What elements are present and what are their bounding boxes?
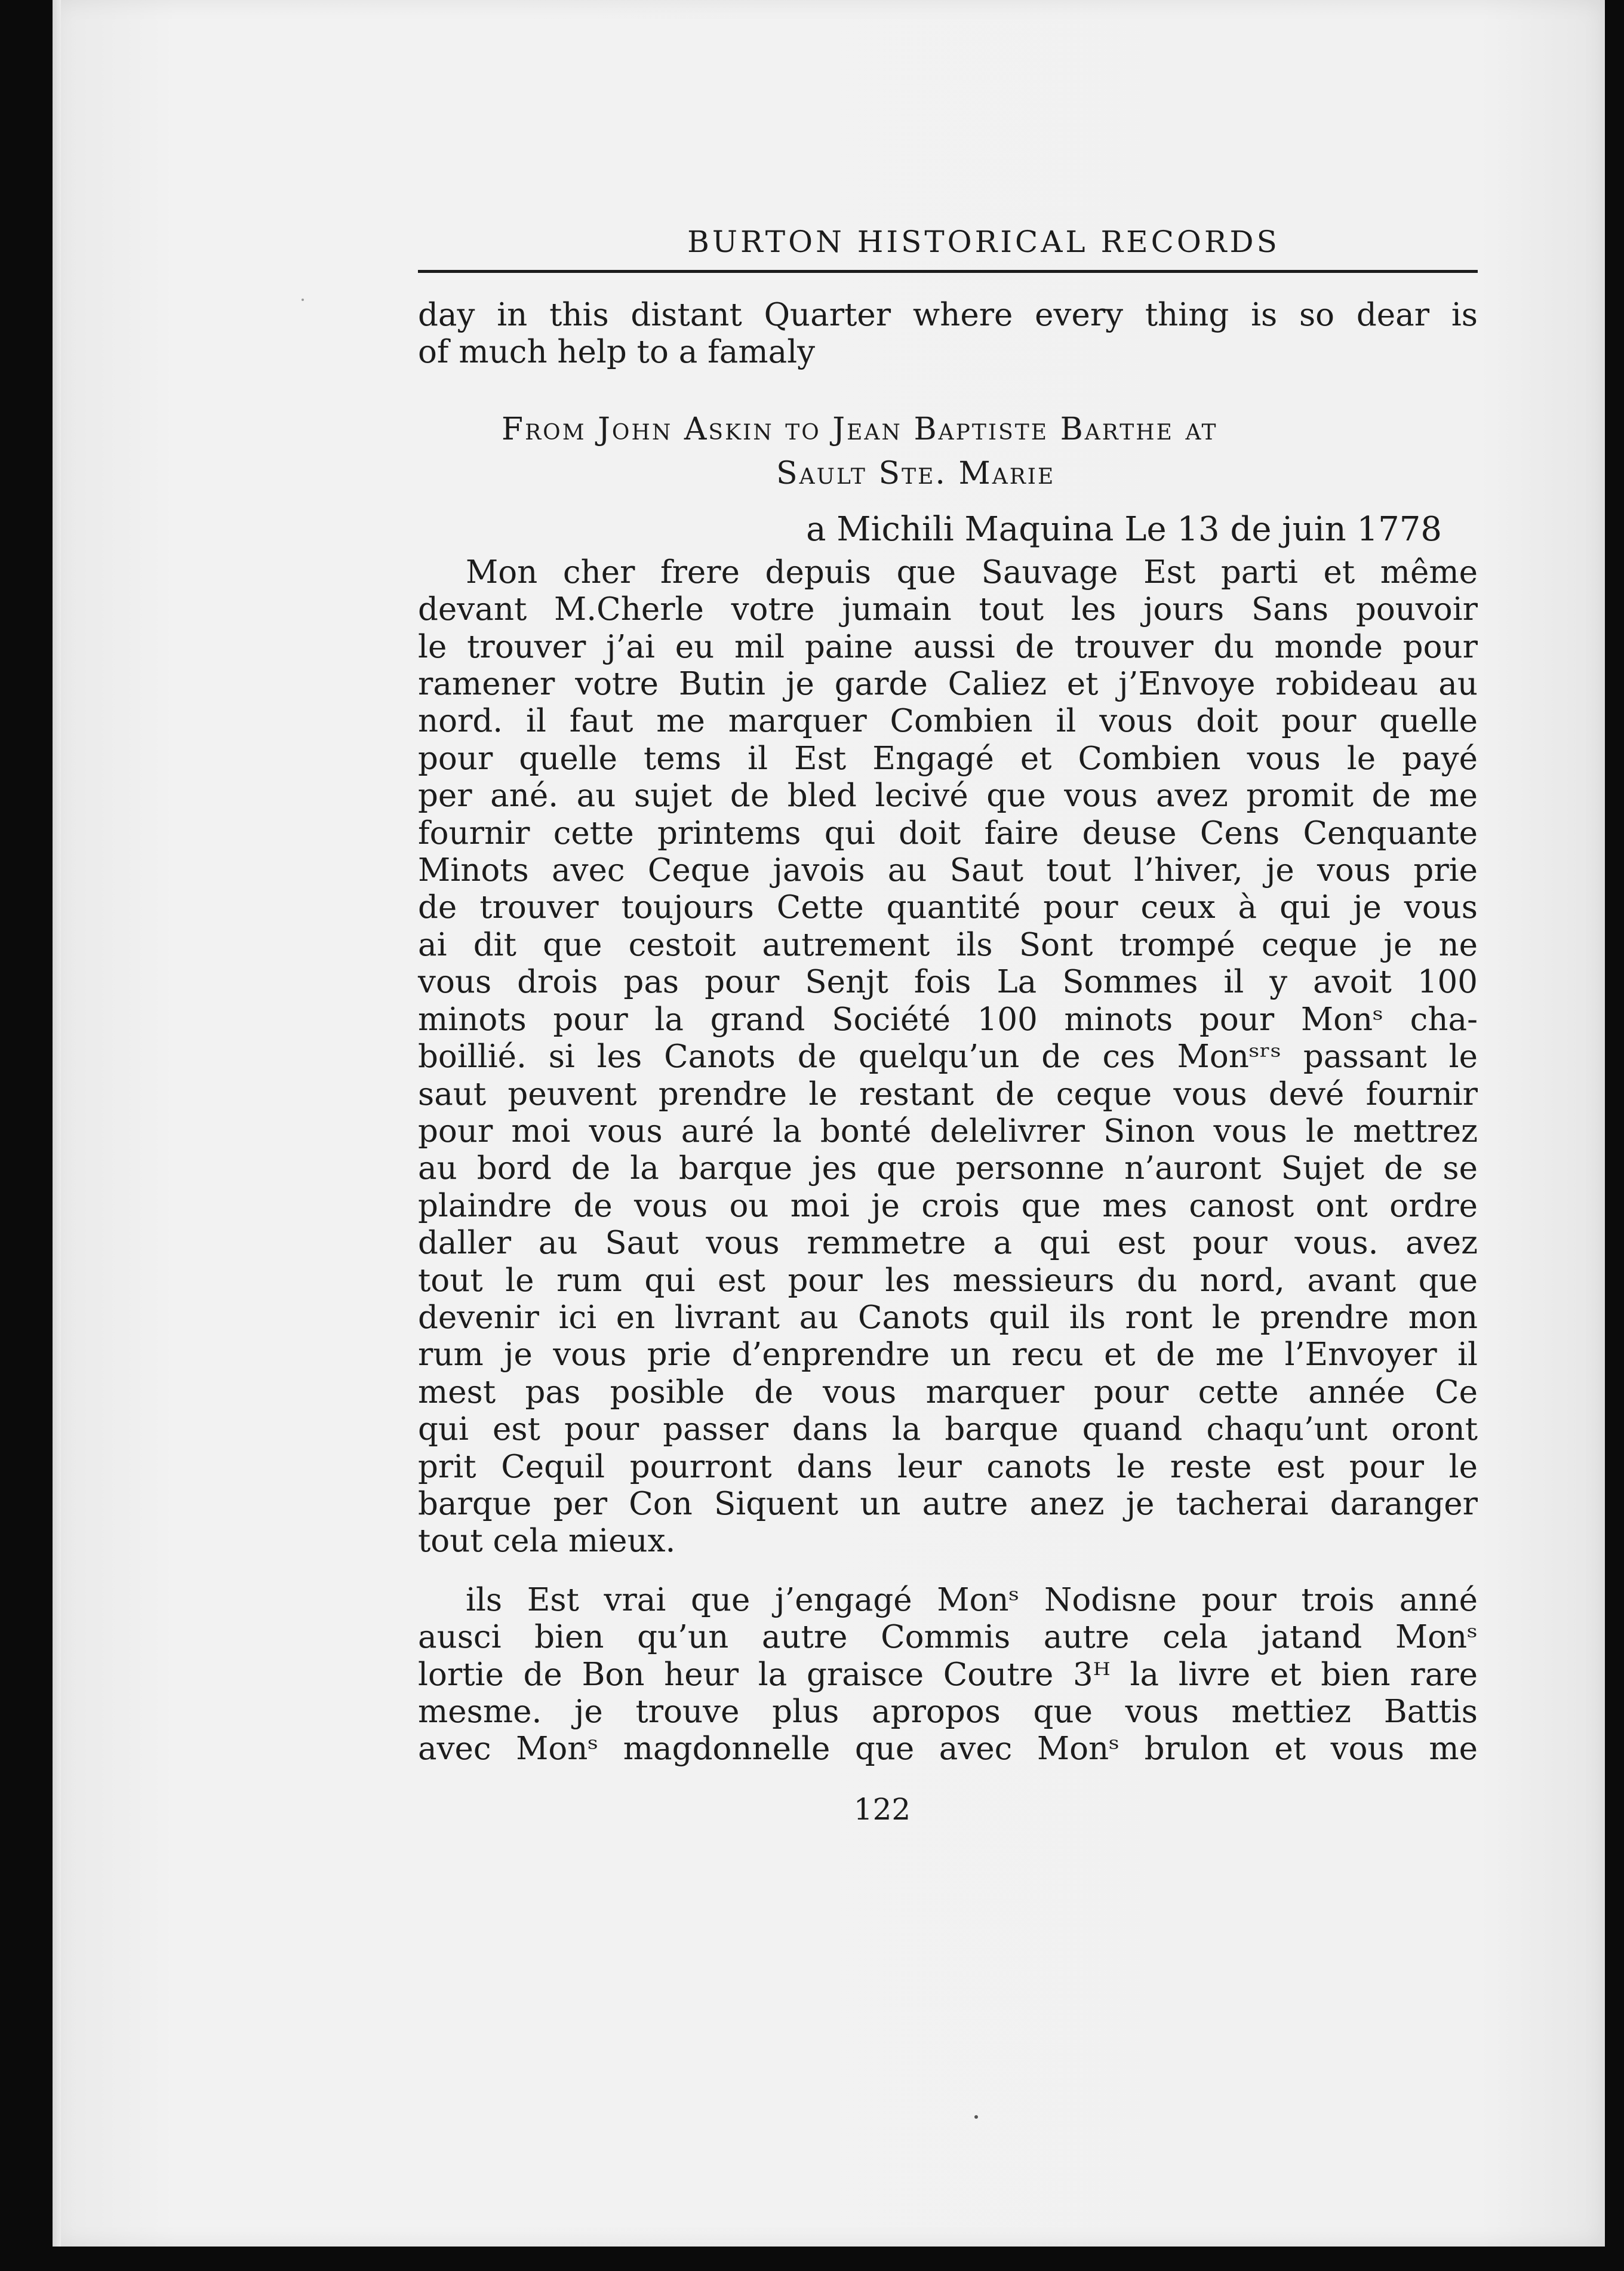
text-line: prit Cequil pourront dans leur canots le reste est pour le (418, 1448, 1478, 1485)
paper-speck (302, 299, 304, 301)
letter-paragraph-1 (418, 554, 1478, 1560)
text-line: avec Monˢ magdonnelle que avec Monˢ brulon et vous me (418, 1731, 1478, 1768)
text-line: of much help to a famaly (418, 334, 816, 371)
text-line: pour moi vous auré la bonté delelivrer Sinon vous le mettrez (418, 1113, 1478, 1150)
text-line: per ané. au sujet de bled lecivé que vous avez promit de me (418, 778, 1478, 815)
heading-line: Sault Ste. Marie (776, 455, 1056, 491)
text-line: le trouver j’ai eu mil paine aussi de trouver du monde pour (418, 628, 1478, 665)
text-line: tout cela mieux. (418, 1523, 676, 1560)
text-line: de trouver toujours Cette quantité pour ceux à qui je vous (418, 889, 1478, 926)
text-line: mesme. je trouve plus apropos que vous mettiez Battis (418, 1694, 1478, 1730)
letter-heading (418, 407, 1478, 496)
text-line: mest pas posible de vous marquer pour cette année Ce (418, 1373, 1478, 1410)
text-line: devant M.Cherle votre jumain tout les jours Sans pouvoir (418, 591, 1478, 628)
paragraph-spacer (418, 1560, 1478, 1582)
text-line: daller au Saut vous remmetre a qui est pour vous. avez (418, 1225, 1478, 1262)
text-line: qui est pour passer dans la barque quand chaqu’unt oront (418, 1411, 1478, 1448)
text-line: barque per Con Siquent un autre anez je tacherai daranger (418, 1485, 1478, 1522)
text-line: ai dit que cestoit autrement ils Sont trompé ceque je ne (418, 926, 1478, 963)
text-line: ausci bien qu’un autre Commis autre cela jatand Monˢ (418, 1619, 1478, 1656)
text-line: fournir cette printems qui doit faire deuse Cens Cenquante (418, 815, 1478, 852)
page-gutter-shadow (53, 0, 61, 2247)
page-content (418, 221, 1478, 1827)
text-line: Mon cher frere depuis que Sauvage Est parti et même (466, 554, 1478, 591)
page-number: 122 (853, 1791, 911, 1827)
running-head: BURTON HISTORICAL RECORDS (687, 225, 1280, 259)
continuation-text (418, 297, 1478, 371)
heading-line: From John Askin to Jean Baptiste Barthe at (502, 411, 1218, 447)
text-line: boillié. si les Canots de quelqu’un de ces Monˢʳˢ passant le (418, 1038, 1478, 1075)
text-line: plaindre de vous ou moi je crois que mes canost ont ordre (418, 1187, 1478, 1224)
text-line: pour quelle tems il Est Engagé et Combien vous le payé (418, 740, 1478, 777)
text-line: day in this distant Quarter where every thing is so dear is (418, 297, 1478, 333)
text-line: ils Est vrai que j’engagé Monˢ Nodisne pour trois anné (466, 1581, 1478, 1618)
text-line: ramener votre Butin je garde Caliez et j’Envoye robideau au (418, 666, 1478, 703)
text-line: vous drois pas pour Senjt fois La Sommes il y avoit 100 (418, 964, 1478, 1001)
text-line: minots pour la grand Société 100 minots pour Monˢ cha- (418, 1001, 1478, 1038)
header-rule (418, 270, 1478, 273)
dateline: a Michili Maquina Le 13 de juin 1778 (806, 509, 1442, 549)
text-line: devenir ici en livrant au Canots quil ils ront le prendre mon (418, 1299, 1478, 1336)
text-line: nord. il faut me marquer Combien il vous doit pour quelle (418, 703, 1478, 740)
text-line: Minots avec Ceque javois au Saut tout l’hiver, je vous prie (418, 852, 1478, 889)
text-line: lortie de Bon heur la graisce Coutre 3ᴴ la livre et bien rare (418, 1656, 1478, 1693)
paper-speck (974, 2115, 978, 2119)
text-line: tout le rum qui est pour les messieurs du nord, avant que (418, 1262, 1478, 1299)
text-line: rum je vous prie d’enprendre un recu et de me l’Envoyer il (418, 1336, 1478, 1373)
text-line: au bord de la barque jes que personne n’auront Sujet de se (418, 1150, 1478, 1187)
letter-paragraph-2 (418, 1582, 1478, 1768)
text-line: saut peuvent prendre le restant de ceque vous devé fournir (418, 1075, 1478, 1113)
